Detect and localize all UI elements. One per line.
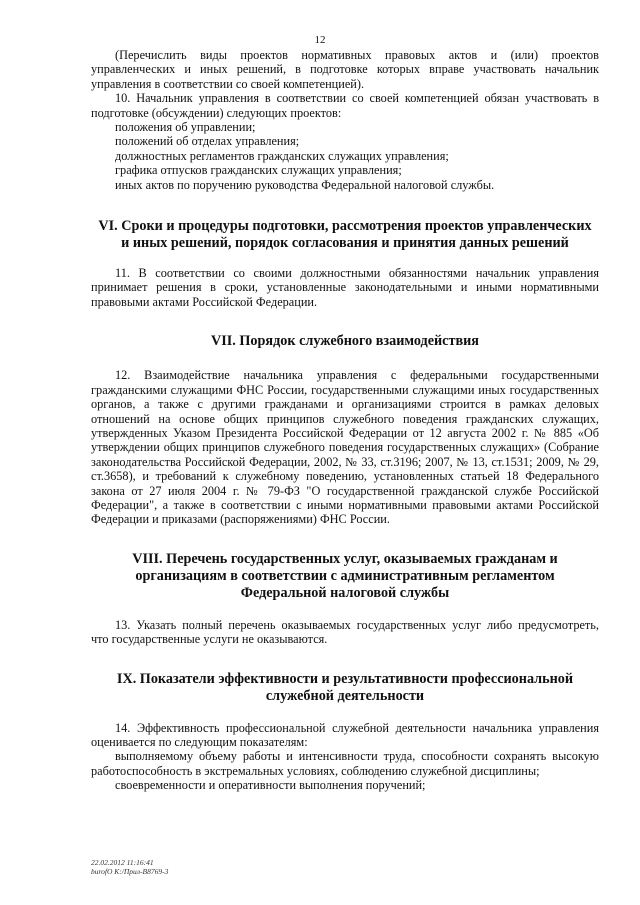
heading-line: VIII. Перечень государственных услуг, оказываемых гражданам и	[132, 550, 558, 567]
text-line: управления в соответствии со своей компетенцией).	[91, 76, 365, 91]
text-line: подготовке (обсуждении) следующих проектов:	[91, 105, 342, 120]
heading-line: служебной деятельности	[265, 687, 425, 704]
heading-line: Федеральной налоговой службы	[240, 584, 450, 601]
heading-line: и иных решений, порядок согласования и принятия данных решений	[121, 235, 569, 252]
section-heading-ix	[91, 671, 599, 705]
section-heading-vi	[91, 218, 599, 252]
text-line: Федерации и приказами (распоряжениями) ФНС России.	[91, 512, 390, 527]
text-line: своевременности и оперативности выполнения поручений;	[115, 778, 426, 793]
text-line: утвержденных Указом Президента Российской Федерации от 12 августа 2002 г. № 885 «Об	[91, 425, 599, 440]
list-item: иных актов по поручению руководства Федеральной налоговой службы.	[115, 177, 495, 192]
list-item: положения об управлении;	[115, 120, 256, 135]
text-line: выполняемому объему работы и интенсивности труда, способности сохранять высокую	[115, 749, 599, 764]
text-line: 12. Взаимодействие начальника управления с федеральными государственными	[115, 368, 599, 383]
text-line: Федерации", а также в соответствии с иными нормативными правовыми актами Российской	[91, 497, 599, 512]
text-line: гражданскими служащими ФНС России, государственными служащими иных государственных	[91, 382, 599, 397]
text-line: утверждении общих принципов служебного поведения государственных служащих» (Собрание	[91, 440, 599, 455]
text-line: 10. Начальник управления в соответствии со своей компетенцией обязан участвовать в	[115, 91, 599, 106]
paragraph-14	[91, 721, 599, 793]
text-line: правовыми актами Российской Федерации.	[91, 294, 318, 309]
heading-line: организациям в соответствии с административным регламентом	[135, 567, 555, 584]
text-line: (Перечислить виды проектов нормативных правовых актов и (или) проектов	[115, 48, 599, 62]
document-footer	[91, 858, 168, 876]
text-line: что государственные услуги не оказываются.	[91, 632, 328, 647]
text-line: оценивается по следующим показателям:	[91, 734, 308, 749]
document-body	[91, 48, 599, 793]
text-line: отношений на основе общих принципов служебного поведения гражданских служащих,	[91, 411, 599, 426]
section-heading-viii	[91, 551, 599, 602]
text-line: 13. Указать полный перечень оказываемых государственных услуг либо предусмотреть,	[115, 617, 599, 632]
list-item: положений об отделах управления;	[115, 134, 300, 149]
paragraph-11	[91, 266, 599, 309]
text-line: закона от 27 июля 2004 г. № 79-ФЗ "О государственной гражданской службе Российской	[91, 483, 599, 498]
text-line: работоспособность в экстремальных условиях, соблюдению служебной дисциплины;	[91, 763, 540, 778]
text-line: законодательства Российской Федерации, 2002, № 33, ст.3196; 2007, № 13, ст.1531; 2009, № 29,	[91, 454, 599, 469]
list-item: графика отпусков гражданских служащих управления;	[115, 163, 402, 178]
text-line: органов, а также с другими гражданами и организациями строится в рамках деловых	[91, 397, 599, 412]
text-line: принимает решения в сроки, установленные законодательными и иными нормативными	[91, 280, 599, 295]
heading-line: VII. Порядок служебного взаимодействия	[211, 333, 479, 350]
intro-paragraph	[91, 48, 599, 91]
page-number: 12	[314, 34, 326, 46]
paragraph-13	[91, 618, 599, 647]
text-line: управленческих и иных решений, в подготовке которых вправе участвовать начальник	[91, 62, 599, 77]
footer-file-path: burofO К:/Прил-В8769-3	[91, 867, 169, 876]
list-item: должностных регламентов гражданских служащих управления;	[115, 148, 449, 163]
text-line: 11. В соответствии со своими должностными обязанностями начальник управления	[115, 266, 599, 281]
footer-timestamp: 22.02.2012 11:16:41	[91, 858, 154, 867]
paragraph-10	[91, 91, 599, 192]
section-heading-vii	[91, 333, 599, 350]
text-line: ст.3658), и требований к служебному поведению, установленных статьей 18 Федерального	[91, 469, 599, 484]
heading-line: IX. Показатели эффективности и результативности профессиональной	[116, 670, 574, 687]
text-line: 14. Эффективность профессиональной служебной деятельности начальника управления	[115, 720, 599, 735]
paragraph-12	[91, 368, 599, 526]
heading-line: VI. Сроки и процедуры подготовки, рассмотрения проектов управленческих	[98, 218, 592, 235]
